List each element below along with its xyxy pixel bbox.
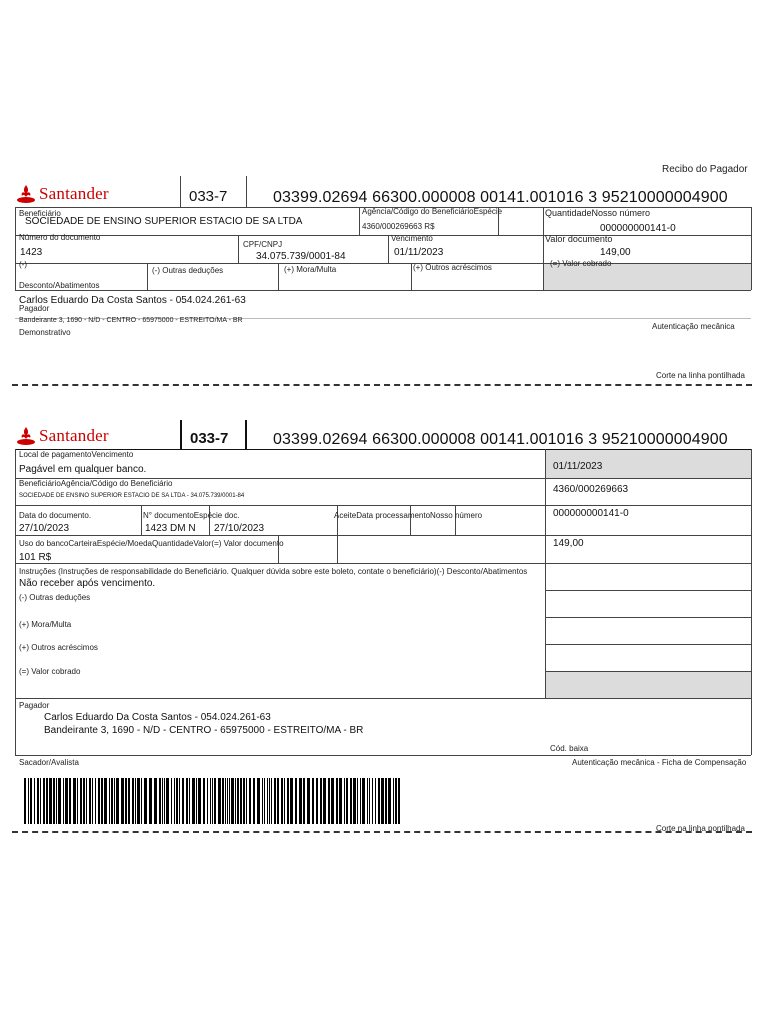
cut-line-2 [12,831,752,833]
barcode-bar [246,778,247,824]
linha-digitavel-2: 03399.02694 66300.000008 00141.001016 3 95210000004900 [273,431,728,448]
cut-line [12,384,752,386]
barcode-bar [237,778,239,824]
barcode-bar [235,778,236,824]
barcode-bar [203,778,205,824]
recibo-vencimento-value: 01/11/2023 [394,247,444,258]
barcode-bar [80,778,82,824]
recibo-pagador-value: Carlos Eduardo Da Costa Santos - 054.024.261-63 [19,295,246,306]
barcode-bar [295,778,297,824]
ficha-cod-baixa-label: Cód. baixa [550,744,589,753]
barcode-bar [174,778,175,824]
barcode-bar [367,778,368,824]
barcode-bar [372,778,373,824]
recibo-corte-label: Corte na linha pontilhada [656,371,745,380]
recibo-mora-label: (+) Mora/Multa [284,265,337,274]
barcode-bar [89,778,91,824]
barcode-bar [198,778,201,824]
barcode-bar [135,778,136,824]
flame-icon [16,184,36,204]
ficha-outras-deducoes-label: (-) Outras deduções [19,593,91,602]
barcode-bar [353,778,356,824]
recibo-agencia-label: Agência/Código do BeneficiárioEspécie [362,207,503,216]
barcode-bar [346,778,348,824]
barcode-bar [28,778,29,824]
ficha-sacador-label: Sacador/Avalista [19,758,79,767]
barcode-bar [186,778,188,824]
flame-icon [16,426,36,446]
ficha-pagador-value: Carlos Eduardo Da Costa Santos - 054.024.261-63 [44,712,271,723]
ficha-nosso-numero-value: 000000000141-0 [553,508,629,519]
barcode-bar [284,778,285,824]
ficha-ndoc-value: 1423 DM N [145,523,196,534]
ficha-agencia-value: 4360/000269663 [553,484,629,495]
barcode-bar [369,778,370,824]
barcode-bar [262,778,263,824]
barcode-bar [114,778,115,824]
logo-text: Santander [39,426,109,445]
barcode-bar [159,778,161,824]
barcode-bar [344,778,345,824]
recibo-desconto-label: Desconto/Abatimentos [19,281,100,290]
barcode-bar [92,778,93,824]
barcode-bar [222,778,224,824]
barcode-bar [116,778,119,824]
barcode-bar [141,778,142,824]
recibo-vencimento-label: Vencimento [391,234,433,243]
barcode-bar [271,778,272,824]
recibo-cpf-label: CPF/CNPJ [243,240,283,249]
recibo-valor-doc: 149,00 [600,247,631,258]
barcode-bar [83,778,85,824]
barcode-bar [37,778,39,824]
barcode-bar [398,778,400,824]
barcode-bar [393,778,394,824]
barcode-bar [171,778,172,824]
barcode-bar [98,778,100,824]
ficha-beneficiario-value: SOCIEDADE DE ENSINO SUPERIOR ESTACIO DE SA LTDA - 34.075.739/0001-84 [19,493,245,499]
recibo-outras-deducoes-label: (-) Outras deduções [152,266,224,275]
barcode-bar [378,778,380,824]
barcode-bar [149,778,152,824]
barcode-bar [207,778,208,824]
recibo-agencia-value: 4360/000269663 R$ [362,222,435,231]
barcode-bar [43,778,45,824]
barcode-bar [240,778,242,824]
barcode-bar [182,778,184,824]
barcode-bar [357,778,358,824]
ficha-aceite-label: AceiteData processamentoNosso número [334,511,483,520]
ficha-data-doc-label: Data do documento. [19,511,92,520]
ficha-autenticacao-label: Autenticação mecânica - Ficha de Compensação [572,758,747,767]
barcode-bar [144,778,147,824]
recibo-beneficiario-label: Beneficiário [19,209,61,218]
barcode-bar [385,778,387,824]
barcode-bar [189,778,190,824]
barcode-bar [34,778,35,824]
ficha-instrucoes-label: Instruções (Instruções de responsabilidade do Beneficiário. Qualquer dúvida sobre este boleto, contate o beneficiário)(-) Desconto/Abatimentos [19,567,528,576]
barcode-bar [395,778,397,824]
barcode-bar [331,778,334,824]
barcode-bar [231,778,234,824]
ficha-data-doc-value: 27/10/2023 [19,523,70,534]
barcode-bar [267,778,268,824]
recibo-valor-doc-label: Valor documento [545,234,613,244]
barcode-bar [164,778,165,824]
ficha-local-label: Local de pagamentoVencimento [19,450,134,459]
ficha-pagador-label: Pagador [19,701,50,710]
barcode-bar [350,778,352,824]
barcode-bar [264,778,265,824]
ficha-endereco-value: Bandeirante 3, 1690 - N/D - CENTRO - 65975000 - ESTREITO/MA - BR [44,725,364,736]
barcode-bar [137,778,140,824]
barcode-bar [307,778,310,824]
barcode-bar [154,778,157,824]
barcode-bar [53,778,55,824]
ficha-valor-doc-value: 149,00 [553,538,584,549]
barcode-bar [299,778,302,824]
barcode-bar [218,778,221,824]
logo-text: Santander [39,184,109,203]
barcode-bar [49,778,52,824]
barcode-bar [46,778,48,824]
ficha-uso-banco-value: 101 R$ [19,552,52,563]
barcode-bar [336,778,338,824]
bank-code-2: 033-7 [190,430,229,447]
barcode-bar [179,778,180,824]
barcode-bar [58,778,61,824]
recibo-acrescimos-label: (+) Outros acréscimos [413,263,492,272]
recibo-autenticacao-label: Autenticação mecânica [652,322,735,331]
recibo-beneficiario-value: SOCIEDADE DE ENSINO SUPERIOR ESTACIO DE SA LTDA [25,216,303,227]
barcode-bar [362,778,365,824]
barcode-bar [229,778,230,824]
barcode-bar [128,778,130,824]
barcode-bar [339,778,342,824]
barcode-bar [274,778,276,824]
barcode-bar [176,778,178,824]
barcode-bar [360,778,361,824]
barcode-bar [69,778,71,824]
barcode-bar [196,778,197,824]
barcode-bar [77,778,78,824]
barcode-bar [56,778,57,824]
barcode-bar [111,778,113,824]
barcode-bar [328,778,330,824]
barcode-bar [243,778,245,824]
santander-logo-2 [16,426,109,446]
linha-digitavel: 03399.02694 66300.000008 00141.001016 3 95210000004900 [273,189,728,206]
ficha-processamento-value: 27/10/2023 [214,523,265,534]
recibo-pagador-label: Pagador [19,304,50,313]
barcode-bar [212,778,213,824]
recibo-minus-label: (-) [19,260,27,269]
barcode-bar [375,778,376,824]
barcode-bar [24,778,26,824]
recibo-quantidade-label: QuantidadeNosso número [545,208,651,218]
barcode-bar [86,778,87,824]
barcode-bar [257,778,260,824]
barcode-bar [287,778,289,824]
barcode-bar [63,778,64,824]
ficha-local-value: Pagável em qualquer banco. [19,464,147,475]
barcode-bar [225,778,226,824]
barcode-bar [281,778,283,824]
barcode-bar [227,778,228,824]
barcode-bar [323,778,326,824]
recibo-endereco-value: Bandeirante 3, 1690 - N/D - CENTRO - 65975000 - ESTREITO/MA - BR [19,317,243,324]
barcode-bar [192,778,195,824]
barcode-bar [65,778,68,824]
barcode-bar [95,778,96,824]
santander-logo [16,184,109,204]
barcode-bar [30,778,32,824]
barcode-bar [320,778,322,824]
ficha-ndoc-label: N° documentoEspécie doc. [143,511,240,520]
barcode-bar [101,778,103,824]
barcode-bar [316,778,318,824]
ficha-valor-cobrado-label: (=) Valor cobrado [19,667,81,676]
recibo-title: Recibo do Pagador [662,164,748,175]
barcode-bar [73,778,76,824]
barcode-bar [210,778,211,824]
ficha-instrucoes-value: Não receber após vencimento. [19,578,156,589]
recibo-demonstrativo-label: Demonstrativo [19,328,71,337]
barcode-bar [388,778,391,824]
bank-code: 033-7 [189,188,228,205]
barcode-bar [303,778,305,824]
barcode [24,778,404,826]
barcode-bar [125,778,127,824]
recibo-cpf-value: 34.075.739/0001-84 [256,251,346,262]
recibo-numero-doc: 1423 [20,247,43,258]
ficha-corte-label: Corte na linha pontilhada [656,824,745,833]
ficha-vencimento-value: 01/11/2023 [553,461,603,472]
barcode-bar [277,778,279,824]
recibo-numero-doc-label: Número do documento [19,233,101,242]
recibo-valor-cobrado-label: (=) Valor cobrado [550,259,612,268]
barcode-bar [381,778,384,824]
barcode-bar [249,778,251,824]
barcode-bar [109,778,110,824]
recibo-nosso-numero: 000000000141-0 [600,223,676,234]
barcode-bar [104,778,107,824]
barcode-bar [214,778,216,824]
barcode-bar [162,778,163,824]
barcode-bar [253,778,255,824]
barcode-bar [121,778,124,824]
barcode-bar [166,778,169,824]
ficha-uso-banco-label: Uso do bancoCarteiraEspécie/MoedaQuantidadeValor(=) Valor documento [19,539,284,548]
barcode-bar [269,778,270,824]
barcode-bar [290,778,293,824]
barcode-bar [132,778,134,824]
barcode-bar [40,778,41,824]
ficha-acrescimos-label: (+) Outros acréscimos [19,643,98,652]
barcode-bar [312,778,314,824]
ficha-beneficiario-label: BeneficiárioAgência/Código do Beneficiário [19,479,173,488]
ficha-mora-label: (+) Mora/Multa [19,620,72,629]
